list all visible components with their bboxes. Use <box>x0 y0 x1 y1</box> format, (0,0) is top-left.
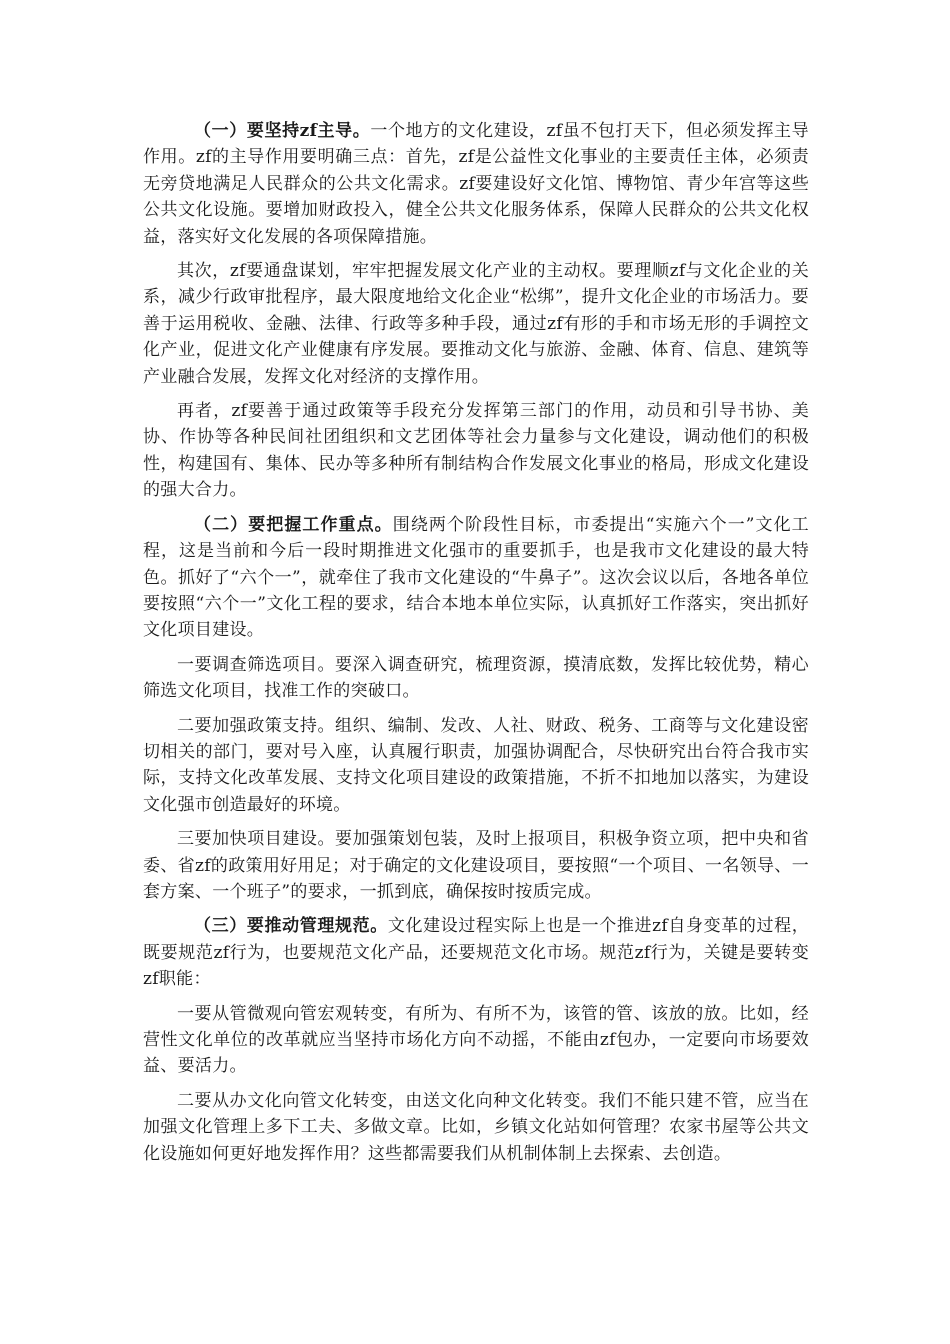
paragraph-text: 三要加快项目建设。要加强策划包装，及时上报项目，积极争资立项，把中央和省委、省zf的政策用好用足；对于确定的文化建设项目，要按照“一个项目、一名领导、一套方案、一个班子”的要求，一抓到底，确保按时按质完成。 <box>143 829 809 902</box>
paragraph-text: 一要从管微观向管宏观转变，有所为、有所不为，该管的管、该放的放。比如，经营性文化单位的改革就应当坚持市场化方向不动摇，不能由zf包办，一定要向市场要效益、要活力。 <box>143 1003 809 1077</box>
paragraph <box>143 826 809 905</box>
paragraph-text: 再者，zf要善于通过政策等手段充分发挥第三部门的作用，动员和引导书协、美协、作协等各种民间社团组织和文艺团体等社会力量参与文化建设，调动他们的积极性，构建国有、集体、民办等多种所有制结构合作发展文化事业的格局，形成文化建设的强大合力。 <box>143 401 809 501</box>
document-body <box>143 118 809 1175</box>
paragraph-text: 围绕两个阶段性目标，市委提出“实施六个一”文化工程，这是当前和今后一段时期推进文化强市的重要抓手，也是我市文化建设的最大特色。抓好了“六个一”，就牵住了我市文化建设的“牛鼻子”。这次会议以后，各地各单位要按照“六个一”文化工程的要求，结合本地本单位实际，认真抓好工作落实，突出抓好文化项目建设。 <box>143 514 809 641</box>
section-heading: （三）要推动管理规范。 <box>194 916 388 937</box>
section-heading: （二）要把握工作重点。 <box>194 514 393 535</box>
paragraph-text: 一要调查筛选项目。要深入调查研究，梳理资源，摸清底数，发挥比较优势，精心筛选文化项目，找准工作的突破口。 <box>143 654 809 702</box>
paragraph <box>143 398 809 504</box>
paragraph-section-1 <box>143 118 809 250</box>
section-heading: （一）要坚持zf主导。 <box>194 121 371 141</box>
paragraph <box>143 713 809 819</box>
paragraph <box>143 652 809 705</box>
paragraph <box>143 1001 809 1080</box>
paragraph-text: 文化建设过程实际上也是一个推进zf自身变革的过程，既要规范zf行为，也要规范文化产品，还要规范文化市场。规范zf行为，关键是要转变zf职能： <box>143 916 809 990</box>
paragraph <box>143 1088 809 1167</box>
paragraph-text: 一个地方的文化建设，zf虽不包打天下，但必须发挥主导作用。zf的主导作用要明确三点：首先，zf是公益性文化事业的主要责任主体，必须责无旁贷地满足人民群众的公共文化需求。zf要建设好文化馆、博物馆、青少年宫等这些公共文化设施。要增加财政投入，健全公共文化服务体系，保障人民群众的公共文化权益，落实好文化发展的各项保障措施。 <box>143 121 809 247</box>
paragraph-text: 二要从办文化向管文化转变，由送文化向种文化转变。我们不能只建不管，应当在加强文化管理上多下工夫、多做文章。比如，乡镇文化站如何管理？农家书屋等公共文化设施如何更好地发挥作用？这些都需要我们从机制体制上去探索、去创造。 <box>143 1090 809 1164</box>
paragraph-section-3 <box>143 913 809 992</box>
paragraph <box>143 258 809 390</box>
paragraph-text: 其次，zf要通盘谋划，牢牢把握发展文化产业的主动权。要理顺zf与文化企业的关系，减少行政审批程序，最大限度地给文化企业“松绑”，提升文化企业的市场活力。要善于运用税收、金融、法律、行政等多种手段，通过zf有形的手和市场无形的手调控文化产业，促进文化产业健康有序发展。要推动文化与旅游、金融、体育、信息、建筑等产业融合发展，发挥文化对经济的支撑作用。 <box>143 261 809 387</box>
paragraph-section-2 <box>143 512 809 644</box>
paragraph-text: 二要加强政策支持。组织、编制、发改、人社、财政、税务、工商等与文化建设密切相关的部门，要对号入座，认真履行职责，加强协调配合，尽快研究出台符合我市实际，支持文化改革发展、支持文化项目建设的政策措施，不折不扣地加以落实，为建设文化强市创造最好的环境。 <box>143 715 809 815</box>
